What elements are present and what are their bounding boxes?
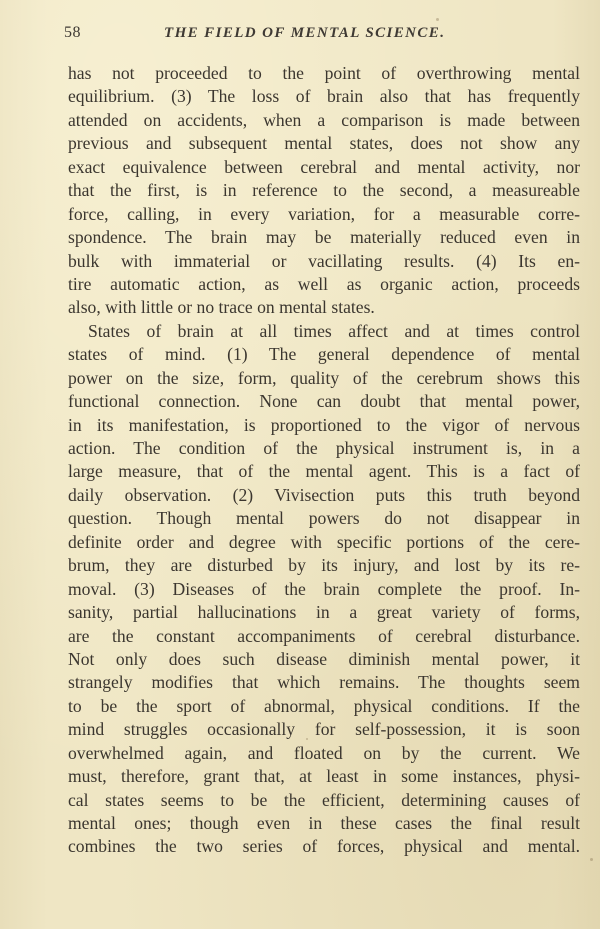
text-line: States of brain at all times affect and at times control [88, 320, 580, 341]
text-line: must, therefore, grant that, at least in some instances, physi- [68, 766, 580, 787]
text-line: states of mind. (1) The general dependence of mental [68, 344, 580, 365]
text-line: to be the sport of abnormal, physical conditions. If the [68, 695, 580, 716]
paper-speck [436, 18, 439, 21]
text-line: definite order and degree with specific portions of the cere- [68, 531, 580, 552]
text-line: moval. (3) Diseases of the brain complete the proof. In- [68, 578, 580, 599]
paper-speck [590, 858, 593, 861]
text-line: strangely modifies that which remains. The thoughts seem [68, 672, 580, 693]
text-line: spondence. The brain may be materially reduced even in [68, 227, 580, 248]
text-line: tire automatic action, as well as organic action, proceeds [68, 273, 580, 294]
text-line: that the first, is in reference to the second, a measureable [68, 180, 580, 201]
page-number: 58 [64, 24, 81, 41]
text-line: question. Though mental powers do not disappear in [68, 508, 580, 529]
paper-speck [306, 738, 308, 740]
running-head-title: THE FIELD OF MENTAL SCIENCE. [164, 25, 446, 41]
text-line: overwhelmed again, and floated on by the current. We [68, 742, 580, 763]
paragraph-2 [68, 320, 580, 859]
text-line: bulk with immaterial or vacillating results. (4) Its en- [68, 250, 580, 271]
text-line: attended on accidents, when a comparison is made between [68, 109, 580, 130]
running-head [64, 24, 584, 46]
paragraph-1 [68, 62, 580, 320]
text-line: action. The condition of the physical instrument is, in a [68, 438, 580, 458]
text-line: cal states seems to be the efficient, determining causes of [68, 789, 580, 810]
text-line: mental ones; though even in these cases the final result [68, 813, 580, 833]
text-line: Not only does such disease diminish mental power, it [68, 648, 580, 669]
text-line: mind struggles occasionally for self-possession, it is soon [68, 719, 580, 740]
text-line: power on the size, form, quality of the cerebrum shows this [68, 367, 580, 388]
text-line: equilibrium. (3) The loss of brain also that has frequently [68, 86, 580, 107]
text-line: force, calling, in every variation, for a measurable corre- [68, 203, 580, 224]
text-line: also, with little or no trace on mental states. [68, 297, 375, 318]
text-line: previous and subsequent mental states, does not show any [68, 133, 580, 154]
text-line: large measure, that of the mental agent. This is a fact of [68, 461, 580, 482]
text-line: daily observation. (2) Vivisection puts this truth beyond [68, 484, 580, 505]
text-line: are the constant accompaniments of cerebral disturbance. [68, 625, 580, 646]
text-line: has not proceeded to the point of overthrowing mental [68, 63, 580, 83]
text-line: functional connection. None can doubt that mental power, [68, 391, 580, 412]
text-line: combines the two series of forces, physical and mental. [68, 836, 580, 857]
body-text [68, 62, 580, 859]
text-line: sanity, partial hallucinations in a great variety of forms, [68, 602, 580, 623]
text-line: brum, they are disturbed by its injury, and lost by its re- [68, 555, 580, 576]
text-line: in its manifestation, is proportioned to the vigor of nervous [68, 414, 580, 435]
text-line: exact equivalence between cerebral and mental activity, nor [68, 156, 580, 177]
